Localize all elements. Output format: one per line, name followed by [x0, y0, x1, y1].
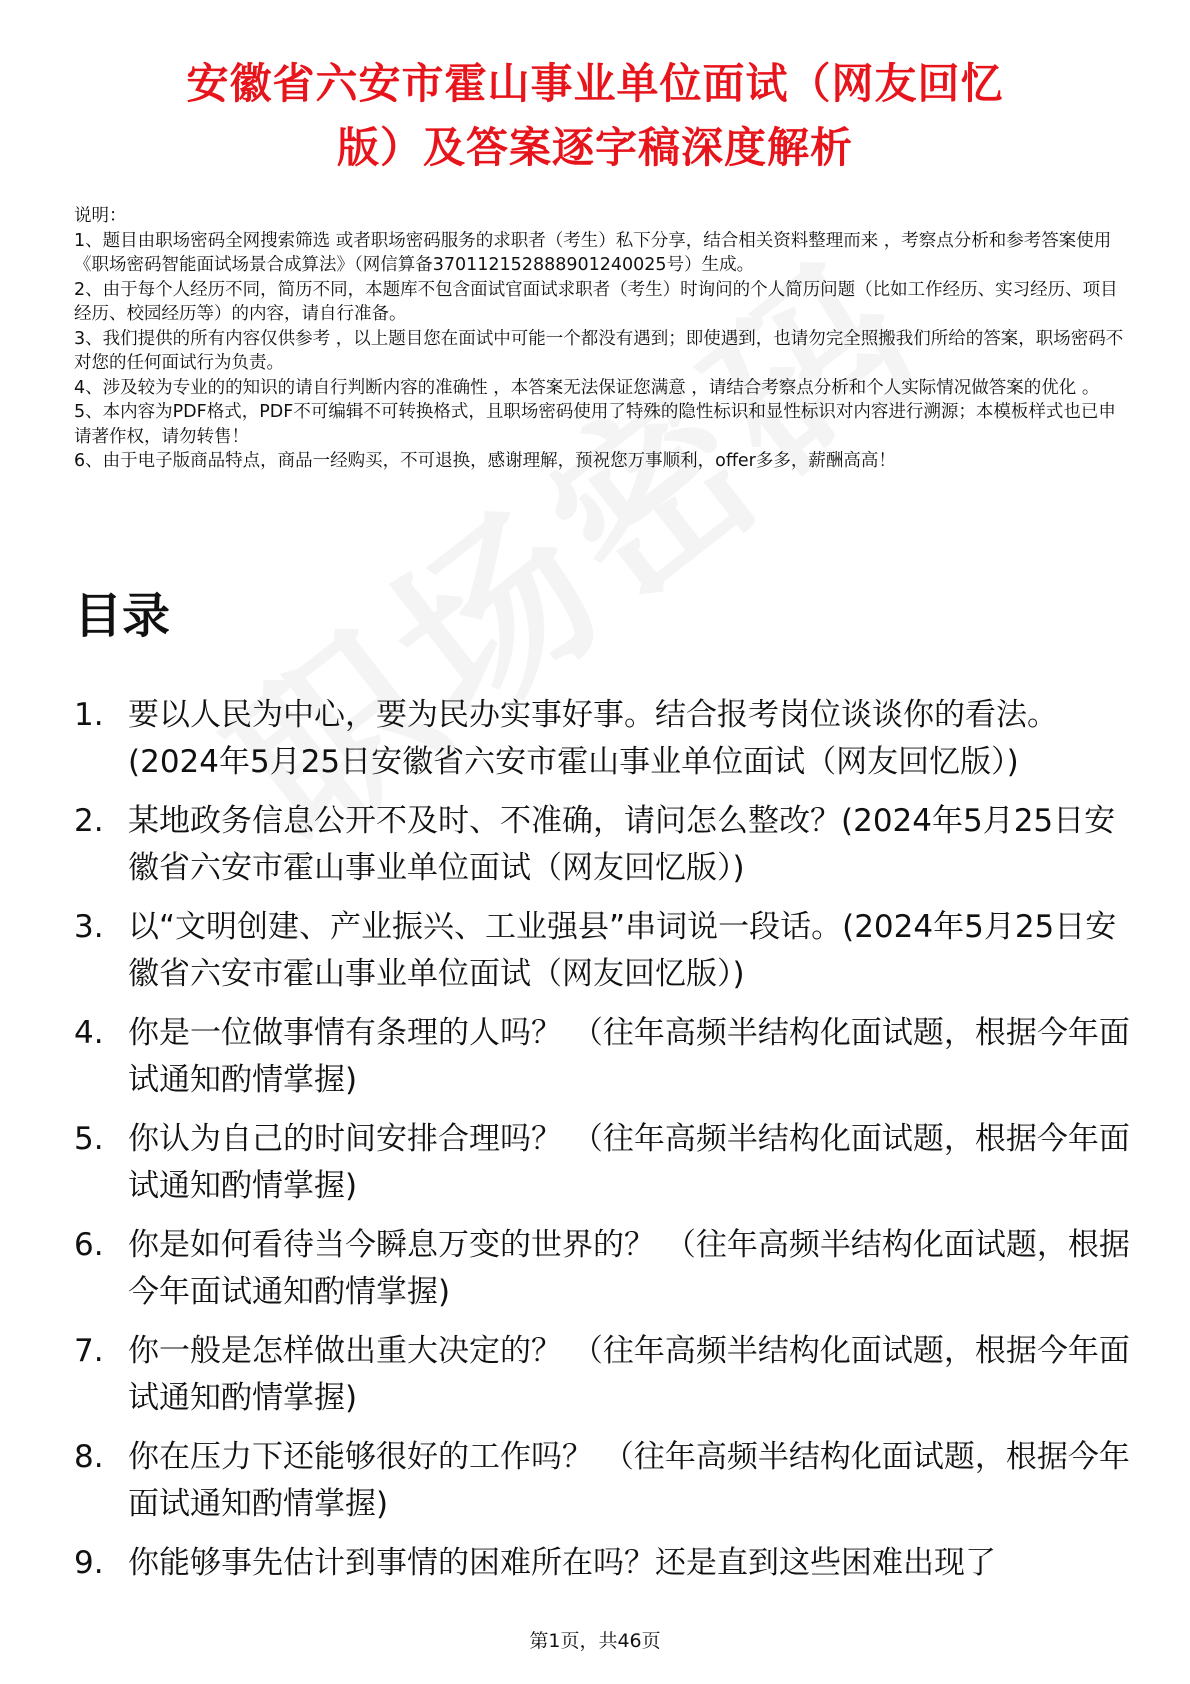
toc-item-text: 以“文明创建、产业振兴、工业强县”串词说一段话。(2024年5月25日安徽省六安市霍山事业单位面试（网友回忆版）) [128, 909, 1117, 992]
toc-item-1[interactable] [74, 692, 1130, 786]
toc-item-7[interactable] [74, 1328, 1130, 1422]
toc-item-number: 1. [74, 697, 104, 733]
note-item: 4、涉及较为专业的的知识的请自行判断内容的准确性 ，本答案无法保证您满意 ，请结合考察点分析和个人实际情况做答案的优化 。 [74, 377, 1100, 398]
toc-item-text: 你是如何看待当今瞬息万变的世界的？ （往年高频半结构化面试题，根据今年面试通知酌情掌握) [128, 1227, 1130, 1310]
note-item: 5、本内容为PDF格式，PDF不可编辑不可转换格式，且职场密码使用了特殊的隐性标识和显性标识对内容进行溯源；本模板样式也已申请著作权，请勿转售！ [74, 402, 1116, 447]
toc-item-text: 你在压力下还能够很好的工作吗？ （往年高频半结构化面试题，根据今年面试通知酌情掌握) [128, 1439, 1130, 1522]
toc-item-number: 8. [74, 1439, 104, 1475]
toc-item-2[interactable] [74, 798, 1130, 892]
notes-heading: 说明： [74, 206, 127, 226]
toc-item-number: 6. [74, 1227, 104, 1263]
toc-item-number: 2. [74, 803, 104, 839]
toc-item-3[interactable] [74, 904, 1130, 998]
toc-item-5[interactable] [74, 1116, 1130, 1210]
toc-list [74, 692, 1130, 1599]
toc-item-text: 你能够事先估计到事情的困难所在吗？还是直到这些困难出现了 [128, 1545, 996, 1581]
toc-item-9[interactable] [74, 1540, 1130, 1587]
page-footer: 第1页，共46页 [529, 1630, 661, 1652]
document-title [80, 52, 1110, 180]
notes-section [74, 204, 1130, 474]
toc-heading: 目录 [74, 588, 171, 644]
note-item: 6、由于电子版商品特点，商品一经购买，不可退换，感谢理解，预祝您万事顺利，offer多多，薪酬高高！ [74, 451, 896, 471]
toc-item-text: 你认为自己的时间安排合理吗？ （往年高频半结构化面试题，根据今年面试通知酌情掌握) [128, 1121, 1130, 1204]
toc-item-text: 你一般是怎样做出重大决定的？ （往年高频半结构化面试题，根据今年面试通知酌情掌握) [128, 1333, 1130, 1416]
toc-item-number: 9. [74, 1545, 104, 1581]
note-item: 3、我们提供的所有内容仅供参考 ，以上题目您在面试中可能一个都没有遇到；即使遇到，也请勿完全照搬我们所给的答案，职场密码不对您的任何面试行为负责。 [74, 328, 1124, 373]
note-item: 1、题目由职场密码全网搜索筛选 或者职场密码服务的求职者（考生）私下分享，结合相关资料整理而来 ，考察点分析和参考答案使用《职场密码智能面试场景合成算法》（网信算备370112152888901240025号）生成。 [74, 230, 1112, 275]
toc-item-text: 要以人民为中心，要为民办实事好事。结合报考岗位谈谈你的看法。(2024年5月25日安徽省六安市霍山事业单位面试（网友回忆版）) [128, 697, 1058, 780]
toc-item-number: 5. [74, 1121, 104, 1157]
toc-item-4[interactable] [74, 1010, 1130, 1104]
toc-item-number: 3. [74, 909, 104, 945]
title-line-2: 版）及答案逐字稿深度解析 [336, 123, 853, 172]
title-line-1: 安徽省六安市霍山事业单位面试（网友回忆 [186, 59, 1004, 108]
toc-item-number: 7. [74, 1333, 104, 1369]
toc-item-8[interactable] [74, 1434, 1130, 1528]
note-item: 2、由于每个人经历不同，简历不同，本题库不包含面试官面试求职者（考生）时询问的个人简历问题（比如工作经历、实习经历、项目经历、校园经历等）的内容，请自行准备。 [74, 279, 1118, 324]
toc-item-6[interactable] [74, 1222, 1130, 1316]
toc-item-text: 你是一位做事情有条理的人吗？ （往年高频半结构化面试题，根据今年面试通知酌情掌握) [128, 1015, 1130, 1098]
toc-item-text: 某地政务信息公开不及时、不准确，请问怎么整改？(2024年5月25日安徽省六安市霍山事业单位面试（网友回忆版）) [128, 803, 1116, 886]
toc-item-number: 4. [74, 1015, 104, 1051]
